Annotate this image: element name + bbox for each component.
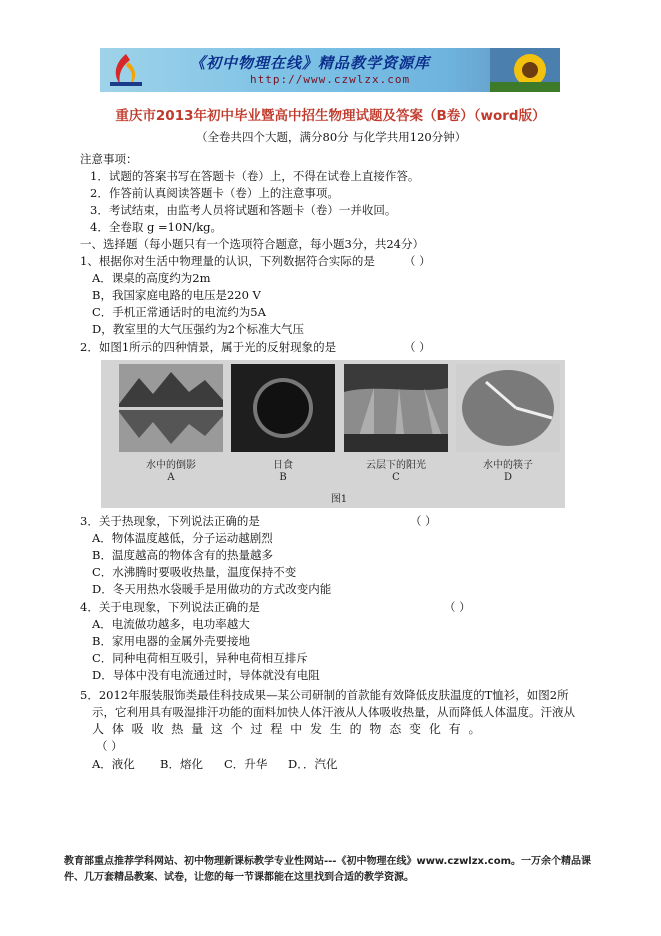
note-item: 4．全卷取 g =10N/kg。	[90, 220, 223, 234]
option: A．物体温度越低，分子运动越剧烈	[92, 531, 273, 545]
mountain-reflection-icon	[119, 364, 223, 452]
option: B．熔化	[160, 757, 203, 771]
option: C．升华	[224, 757, 268, 771]
option: C．水沸腾时要吸收热量，温度保持不变	[92, 565, 297, 579]
note-item: 1．试题的答案书写在答题卡（卷）上，不得在试卷上直接作答。	[90, 169, 420, 183]
option: C．同种电荷相互吸引，异种电荷相互排斥	[92, 651, 308, 665]
panel-eclipse	[231, 364, 335, 452]
option: D，教室里的大气压强约为2个标准大气压	[92, 322, 305, 336]
question-stem: 2．如图1所示的四种情景，属于光的反射现象的是	[80, 340, 337, 354]
chopsticks-in-water-icon	[456, 364, 560, 452]
section-heading: 一、选择题（每小题只有一个选项符合题意，每小题3分，共24分）	[80, 237, 424, 251]
document-subtitle: （全卷共四个大题，满分80分 与化学共用120分钟）	[196, 130, 467, 144]
sun-rays-icon	[344, 364, 448, 452]
figure-letter: B	[279, 472, 287, 483]
banner-title: 《初中物理在线》精品教学资源库	[190, 54, 431, 72]
figure-label: 图1	[330, 494, 348, 505]
figure-caption: 水中的筷子	[483, 460, 533, 471]
note-item: 2．作答前认真阅读答题卡（卷）上的注意事项。	[90, 186, 339, 200]
option: B．家用电器的金属外壳要接地	[92, 634, 250, 648]
site-logo-icon	[106, 52, 146, 88]
option: B．温度越高的物体含有的热量越多	[92, 548, 273, 562]
figure-caption: 云层下的阳光	[366, 460, 426, 471]
sunflower-icon	[490, 48, 560, 92]
figure-letter: A	[167, 472, 175, 483]
option: A．课桌的高度约为2m	[92, 271, 211, 285]
answer-paren: （ ）	[444, 600, 471, 614]
option: B，我国家庭电路的电压是220 V	[92, 288, 261, 302]
question-stem: 5．2012年服装服饰类最佳科技成果—某公司研制的首款能有效降低皮肤温度的T恤衫，如图2所	[80, 688, 569, 702]
answer-paren: （ ）	[410, 514, 437, 528]
option: A．电流做功越多，电功率越大	[92, 617, 250, 631]
answer-paren: （ ）	[96, 739, 123, 753]
solar-eclipse-icon	[231, 364, 335, 452]
answer-paren: （ ）	[404, 340, 431, 354]
question-stem: 人 体 吸 收 热 量 这 个 过 程 中 发 生 的 物 态 变 化 有 。	[92, 722, 483, 736]
option: A．液化	[92, 757, 135, 771]
figure-1-photo	[101, 360, 565, 508]
page-footer: 教育部重点推荐学科网站、初中物理新课标教学专业性网站---《初中物理在线》www.czwlzx.com。一万余个精品课件、几万套精品教案、试卷，让您的每一节课都能在这里找到合适的教学资源。	[64, 856, 592, 883]
answer-paren: （ ）	[404, 254, 431, 268]
question-stem: 示，它利用具有吸湿排汗功能的面料加快人体汗液从人体吸收热量，从而降低人体温度。汗液从	[92, 705, 575, 719]
note-item: 3．考试结束，由监考人员将试题和答题卡（卷）一并收回。	[90, 203, 397, 217]
panel-chopsticks	[456, 364, 560, 452]
document-title: 重庆市2013年初中毕业暨高中招生物理试题及答案（B卷）（word版）	[115, 108, 546, 124]
option: D．．汽化	[288, 757, 338, 771]
panel-reflection	[119, 364, 223, 452]
option: D．导体中没有电流通过时，导体就没有电阻	[92, 668, 320, 682]
figure-letter: D	[503, 472, 513, 483]
question-stem: 4．关于电现象，下列说法正确的是	[80, 600, 260, 614]
figure-caption: 水中的倒影	[146, 460, 196, 471]
question-stem: 1、根据你对生活中物理量的认识，下列数据符合实际的是	[80, 254, 375, 268]
option: D．冬天用热水袋暖手是用做功的方式改变内能	[92, 582, 332, 596]
question-stem: 3．关于热现象，下列说法正确的是	[80, 514, 260, 528]
site-banner	[100, 48, 560, 92]
banner-url[interactable]: http://www.czwlzx.com	[250, 73, 411, 86]
figure-caption: 日食	[273, 460, 293, 471]
notes-heading: 注意事项：	[80, 152, 138, 166]
figure-letter: C	[392, 472, 400, 483]
panel-sunlight	[344, 364, 448, 452]
option: C．手机正常通话时的电流约为5A	[92, 305, 266, 319]
